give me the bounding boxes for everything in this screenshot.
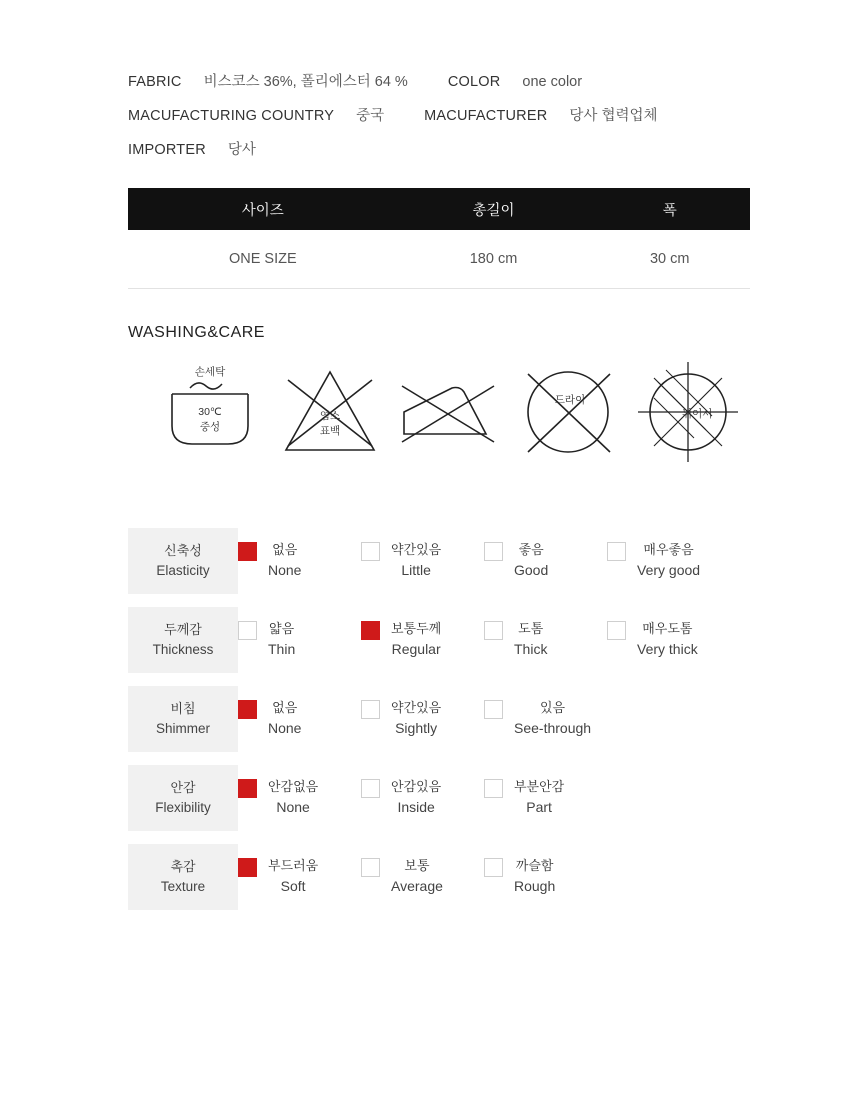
spec-value-importer: 당사: [227, 142, 256, 158]
flat-dry-caption: 뉘어서: [682, 408, 713, 420]
matrix-option-text: [514, 698, 591, 739]
matrix-label-en: Flexibility: [155, 799, 211, 815]
no-bleach-icon: [270, 358, 390, 478]
matrix-option[interactable]: [484, 619, 607, 660]
matrix-option[interactable]: [238, 540, 361, 581]
option-label-en: Very thick: [637, 640, 698, 657]
no-bleach-caption-2: 표백: [319, 425, 341, 437]
option-label-en: Inside: [397, 798, 435, 815]
no-bleach-caption-1: 염소: [319, 410, 341, 422]
no-iron-icon: [390, 358, 510, 478]
matrix-option[interactable]: [361, 540, 484, 581]
no-dry-clean-icon: [510, 358, 630, 478]
hand-wash-caption-top: 손세탁: [194, 366, 226, 378]
matrix-option[interactable]: [484, 777, 607, 818]
matrix-options: [238, 844, 808, 910]
option-label-kr: 까슬함: [515, 858, 554, 873]
matrix-option[interactable]: [607, 619, 730, 660]
option-label-en: None: [276, 798, 310, 815]
option-label-en: Thick: [514, 640, 548, 657]
spec-row: [128, 138, 768, 159]
option-label-kr: 얇음: [269, 621, 295, 636]
option-label-en: Thin: [268, 640, 296, 657]
matrix-options: [238, 765, 808, 831]
hand-wash-caption-detergent: 중성: [199, 421, 221, 433]
matrix-label-en: Shimmer: [155, 720, 210, 736]
matrix-option-text: [391, 777, 441, 818]
checkbox-elasticity-very-good[interactable]: [607, 542, 626, 561]
option-label-kr: 도톰: [518, 621, 544, 636]
size-table-header-size: 사이즈: [128, 188, 398, 230]
matrix-option-text: [514, 619, 547, 660]
option-label-kr: 보통: [404, 858, 430, 873]
matrix-option-text: [637, 619, 698, 660]
matrix-row-label-thickness: [128, 607, 238, 673]
spec-label-fabric: FABRIC: [128, 74, 182, 90]
property-matrix: [128, 528, 808, 923]
matrix-row-flexibility: [128, 765, 808, 831]
checkbox-texture-average[interactable]: [361, 858, 380, 877]
matrix-options: [238, 607, 808, 673]
matrix-option[interactable]: [607, 540, 730, 581]
matrix-option-text: [514, 540, 548, 581]
care-symbol-row: [150, 358, 750, 478]
option-label-kr: 부드러움: [268, 858, 319, 873]
option-label-en: Little: [401, 561, 431, 578]
option-label-kr: 없음: [272, 542, 298, 557]
washing-care-title: WASHING&CARE: [128, 324, 265, 341]
option-label-kr: 보통두께: [391, 621, 442, 636]
checkbox-elasticity-good[interactable]: [484, 542, 503, 561]
matrix-row-thickness: [128, 607, 808, 673]
spec-label-manufacturer: MACUFACTURER: [424, 108, 548, 124]
matrix-label-kr: 두께감: [164, 621, 202, 637]
size-table-header-width: 폭: [589, 188, 750, 230]
option-label-kr: 매우좋음: [643, 542, 694, 557]
matrix-row-label-elasticity: [128, 528, 238, 594]
option-label-en: None: [268, 719, 302, 736]
checkbox-texture-soft[interactable]: [238, 858, 257, 877]
checkbox-thickness-thin[interactable]: [238, 621, 257, 640]
matrix-option[interactable]: [238, 619, 361, 660]
spec-label-importer: IMPORTER: [128, 142, 206, 158]
matrix-row-shimmer: [128, 686, 808, 752]
matrix-option-text: [268, 777, 318, 818]
matrix-option[interactable]: [361, 619, 484, 660]
matrix-row-elasticity: [128, 528, 808, 594]
matrix-label-kr: 촉감: [170, 858, 196, 874]
matrix-label-kr: 안감: [170, 779, 196, 795]
size-table-header-length: 총길이: [398, 188, 590, 230]
option-label-kr: 부분안감: [514, 779, 565, 794]
matrix-option-text: [268, 540, 301, 581]
checkbox-lining-part[interactable]: [484, 779, 503, 798]
hand-wash-caption-temp: 30℃: [198, 406, 222, 418]
matrix-row-texture: [128, 844, 808, 910]
matrix-row-label-shimmer: [128, 686, 238, 752]
option-label-kr: 좋음: [518, 542, 544, 557]
matrix-option[interactable]: [484, 698, 607, 739]
matrix-option[interactable]: [238, 856, 361, 897]
option-label-en: Soft: [280, 877, 306, 894]
matrix-options: [238, 686, 808, 752]
option-label-kr: 매우도톰: [642, 621, 693, 636]
option-label-kr: 있음: [539, 700, 566, 715]
option-label-kr: 약간있음: [391, 700, 442, 715]
option-label-kr: 안감없음: [268, 779, 319, 794]
matrix-option[interactable]: [361, 777, 484, 818]
fabric-spec-block: [128, 70, 768, 172]
checkbox-thickness-regular[interactable]: [361, 621, 380, 640]
matrix-option[interactable]: [238, 777, 361, 818]
matrix-label-en: Texture: [160, 878, 206, 894]
matrix-option-text: [514, 777, 564, 818]
matrix-option[interactable]: [361, 856, 484, 897]
hand-wash-icon: [150, 358, 270, 478]
matrix-option-text: [391, 698, 441, 739]
matrix-option-text: [514, 856, 555, 897]
matrix-label-kr: 비침: [170, 700, 196, 716]
dry-clean-caption: 드라이: [554, 394, 586, 406]
option-label-en: Good: [514, 561, 549, 578]
size-table: [128, 188, 750, 289]
matrix-option-text: [268, 698, 301, 739]
matrix-options: [238, 528, 808, 594]
option-label-kr: 없음: [272, 700, 298, 715]
checkbox-texture-rough[interactable]: [484, 858, 503, 877]
option-label-en: Sightly: [395, 719, 438, 736]
option-label-en: Regular: [391, 640, 441, 657]
option-label-kr: 안감있음: [391, 779, 442, 794]
checkbox-elasticity-none[interactable]: [238, 542, 257, 561]
option-label-en: Part: [526, 798, 552, 815]
matrix-label-kr: 신축성: [164, 542, 202, 558]
spec-value-manufacturer: 당사 협력업체: [569, 108, 658, 124]
flat-dry-icon: [630, 358, 750, 478]
option-label-en: None: [268, 561, 302, 578]
matrix-option[interactable]: [361, 698, 484, 739]
checkbox-thickness-thick[interactable]: [484, 621, 503, 640]
size-cell-length: 180 cm: [398, 230, 590, 289]
size-table-header-row: [128, 188, 750, 230]
matrix-row-label-texture: [128, 844, 238, 910]
spec-value-color: one color: [522, 74, 583, 90]
checkbox-elasticity-little[interactable]: [361, 542, 380, 561]
option-label-en: Very good: [637, 561, 701, 578]
spec-row: [128, 104, 768, 125]
checkbox-lining-none[interactable]: [238, 779, 257, 798]
option-label-en: See-through: [514, 719, 592, 736]
spec-value-country: 중국: [356, 108, 385, 124]
checkbox-thickness-very-thick[interactable]: [607, 621, 626, 640]
checkbox-shimmer-none[interactable]: [238, 700, 257, 719]
table-row: [128, 230, 750, 289]
checkbox-lining-inside[interactable]: [361, 779, 380, 798]
option-label-en: Rough: [514, 877, 556, 894]
matrix-option[interactable]: [484, 540, 607, 581]
matrix-label-en: Thickness: [152, 641, 214, 657]
spec-label-country: MACUFACTURING COUNTRY: [128, 108, 335, 124]
option-label-en: Average: [391, 877, 443, 894]
matrix-label-en: Elasticity: [156, 562, 210, 578]
spec-value-fabric: 비스코스 36%, 폴리에스터 64 %: [203, 74, 408, 90]
matrix-option[interactable]: [484, 856, 607, 897]
matrix-option-text: [391, 856, 443, 897]
matrix-option-text: [268, 619, 295, 660]
matrix-option-text: [268, 856, 318, 897]
spec-row: [128, 70, 768, 91]
spec-label-color: COLOR: [447, 74, 501, 90]
checkbox-shimmer-slightly[interactable]: [361, 700, 380, 719]
matrix-option-text: [637, 540, 700, 581]
matrix-option-text: [391, 540, 441, 581]
matrix-option[interactable]: [238, 698, 361, 739]
matrix-option-text: [391, 619, 441, 660]
matrix-row-label-flexibility: [128, 765, 238, 831]
size-cell-size: ONE SIZE: [128, 230, 398, 289]
size-cell-width: 30 cm: [589, 230, 750, 289]
option-label-kr: 약간있음: [391, 542, 442, 557]
checkbox-shimmer-see-through[interactable]: [484, 700, 503, 719]
